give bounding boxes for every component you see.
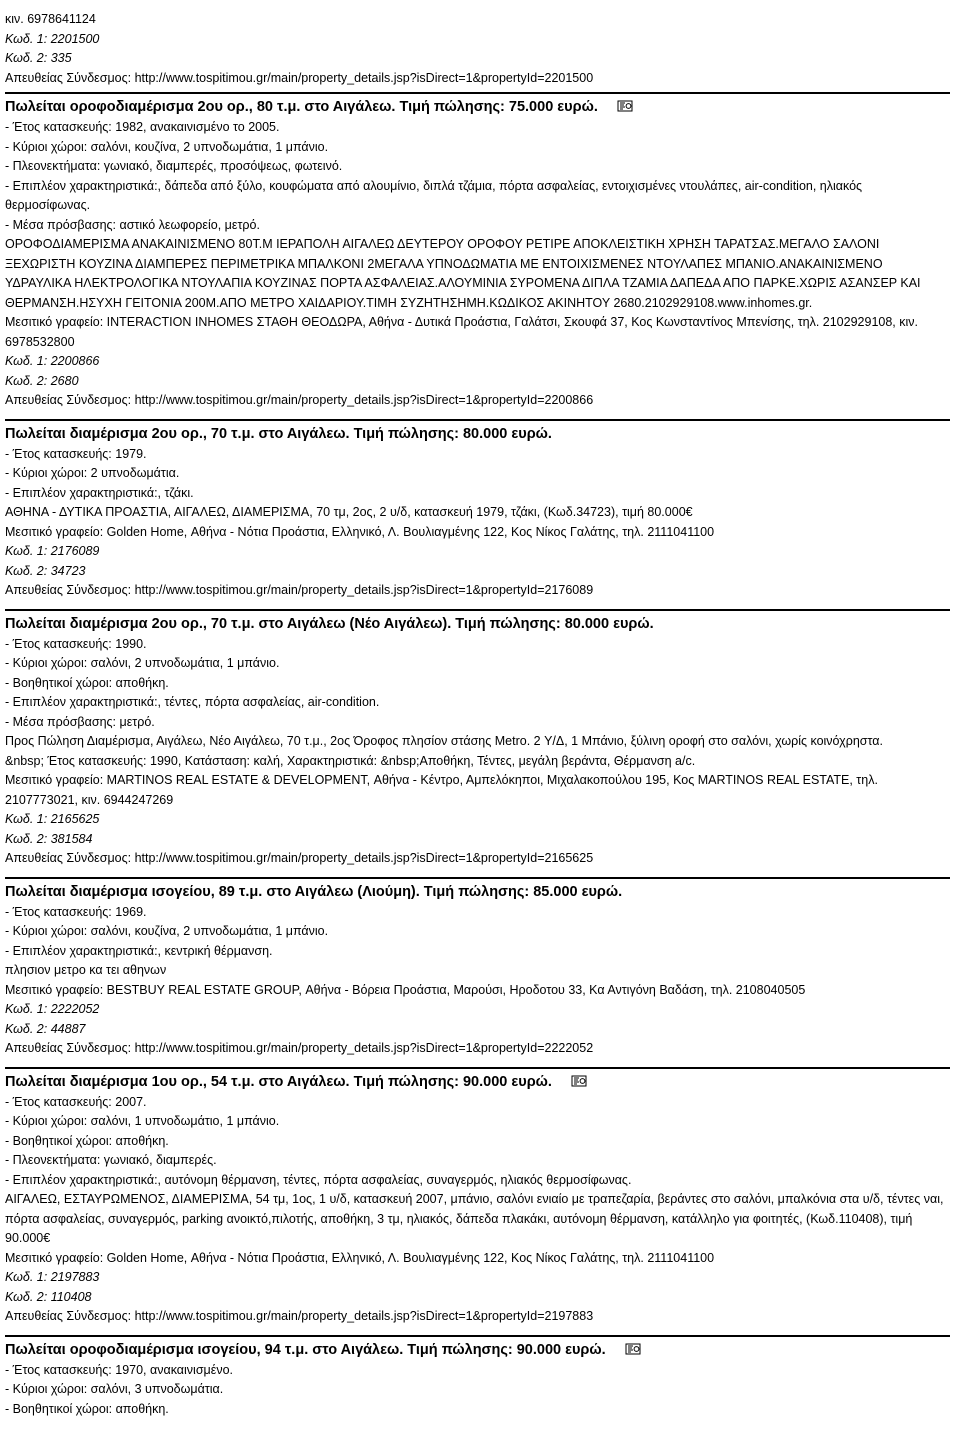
listing-title: Πωλείται διαμέρισμα 1ου ορ., 54 τ.μ. στο Αιγάλεω. Τιμή πώλησης: 90.000 ευρώ.: [5, 1073, 552, 1090]
listing-separator: [5, 419, 950, 421]
photo-camera-icon[interactable]: [616, 99, 634, 111]
listing-detail-line: - Επιπλέον χαρακτηριστικά:, τζάκι.: [5, 485, 194, 500]
listing-detail-line: - Έτος κατασκευής: 2007.: [5, 1094, 147, 1109]
listing-direct-link[interactable]: Απευθείας Σύνδεσμος: http://www.tospitimou.gr/main/property_details.jsp?isDirect=1&propertyId=2200866: [5, 393, 594, 407]
listing-description: - Επιπλέον χαρακτηριστικά:, δάπεδα από ξύλο, κουφώματα από αλουμίνιο, διπλά τζάμια, πόρτα ασφαλείας, εντοιχισμένες ντουλάπες, air-condition, ηλιακός θερμοσίφωνας.: [5, 178, 863, 212]
listing-code-1: Κωδ. 1: 2176089: [5, 544, 100, 558]
listing-detail-line: Προς Πώληση Διαμέρισμα, Αιγάλεω, Νέο Αιγάλεω, 70 τ.μ., 2ος Όροφος πλησίον στάσης Metro. 2 Υ/Δ, 1 Μπάνιο, ξύλινη οροφή στο σαλόνι, χωρίς κοινόχρηστα.: [5, 734, 883, 748]
listings-container: [5, 92, 950, 1419]
listing-code-2: Κωδ. 2: 2680: [5, 373, 79, 388]
photo-camera-icon[interactable]: [624, 1342, 642, 1354]
top-direct-link[interactable]: Απευθείας Σύνδεσμος: http://www.tospitimou.gr/main/property_details.jsp?isDirect=1&propertyId=2201500: [5, 70, 594, 85]
listing-detail-line: - Κύριοι χώροι: σαλόνι, 2 υπνοδωμάτια, 1 μπάνιο.: [5, 656, 280, 670]
top-code-2: Κωδ. 2: 335: [5, 51, 72, 65]
listing-description: Μεσιτικό γραφείο: INTERACTION INHOMES ΣΤΑΘΗ ΘΕΟΔΩΡΑ, Αθήνα - Δυτικά Προάστια, Γαλάτσι, Σκουφά 37, Κος Κωνσταντίνος Μπενίσης, τηλ. 2102929108, κιν. 6978532800: [5, 315, 918, 349]
listing-code-1: Κωδ. 1: 2222052: [5, 1002, 100, 1016]
listing-detail-line: - Κύριοι χώροι: σαλόνι, 3 υπνοδωμάτια.: [5, 1382, 224, 1396]
listing-detail-line: - Βοηθητικοί χώροι: αποθήκη.: [5, 1401, 169, 1416]
listing-title: Πωλείται οροφοδιαμέρισμα ισογείου, 94 τ.μ. στο Αιγάλεω. Τιμή πώλησης: 90.000 ευρώ.: [5, 1341, 606, 1358]
listing-separator: [5, 877, 950, 879]
listing-spacer: [5, 411, 950, 415]
listing-direct-link[interactable]: Απευθείας Σύνδεσμος: http://www.tospitimou.gr/main/property_details.jsp?isDirect=1&propertyId=2197883: [5, 1309, 594, 1323]
listing-title: Πωλείται διαμέρισμα 2ου ορ., 70 τ.μ. στο Αιγάλεω. Τιμή πώλησης: 80.000 ευρώ.: [5, 425, 552, 442]
listing-description: Μεσιτικό γραφείο: Golden Home, Αθήνα - Νότια Προάστια, Ελληνικό, Λ. Βουλιαγμένης 122, Κος Νίκος Γαλάτης, τηλ. 2111041100: [5, 1250, 715, 1265]
listing: [5, 1067, 950, 1331]
listing-code-2: Κωδ. 2: 110408: [5, 1289, 92, 1304]
listing-detail-line: - Επιπλέον χαρακτηριστικά:, τέντες, πόρτα ασφαλείας, air-condition.: [5, 695, 380, 709]
listing-code-2: Κωδ. 2: 381584: [5, 831, 93, 846]
photo-camera-icon[interactable]: [570, 1074, 588, 1086]
listing-title: Πωλείται διαμέρισμα 2ου ορ., 70 τ.μ. στο Αιγάλεω (Νέο Αιγάλεω). Τιμή πώλησης: 80.000 ευρώ.: [5, 615, 654, 632]
listing-description: ΑΙΓΑΛΕΩ, ΕΣΤΑΥΡΩΜΕΝΟΣ, ΔΙΑΜΕΡΙΣΜΑ, 54 τμ, 1ος, 1 υ/δ, κατασκευή 2007, μπάνιο, σαλόνι ενιαίο με τραπεζαρία, βεράντες στο σαλόνι, μπαλκόνια στα υ/δ, τέντες ναι, πόρτα ασφαλείας, συναγερμός, parking ανοικτό,πιλοτής, αποθήκη, 3 τμ, ηλιακός, δάπεδα πλακάκι, αυτόνομη θέρμανση, κατάλληλο για φοιτητές, (Κωδ.110408), τιμή 90.000€: [5, 1192, 944, 1245]
top-code-1: Κωδ. 1: 2201500: [5, 31, 100, 46]
listing-detail-line: - Βοηθητικοί χώροι: αποθήκη.: [5, 675, 169, 690]
listing-detail-line: Μεσιτικό γραφείο: Golden Home, Αθήνα - Νότια Προάστια, Ελληνικό, Λ. Βουλιαγμένης 122, Κος Νίκος Γαλάτης, τηλ. 2111041100: [5, 524, 715, 539]
listing-direct-link[interactable]: Απευθείας Σύνδεσμος: http://www.tospitimou.gr/main/property_details.jsp?isDirect=1&propertyId=2222052: [5, 1041, 594, 1055]
listing-detail-line: Μεσιτικό γραφείο: BESTBUY REAL ESTATE GROUP, Αθήνα - Βόρεια Προάστια, Μαρούσι, Ηροδοτου 33, Κα Αντιγόνη Βαδάση, τηλ. 2108040505: [5, 982, 806, 997]
listing-detail-line: - Κύριοι χώροι: σαλόνι, κουζίνα, 2 υπνοδωμάτια, 1 μπάνιο.: [5, 924, 329, 938]
listing-spacer: [5, 601, 950, 605]
listing-spacer: [5, 1059, 950, 1063]
listing-detail-line: &nbsp; Έτος κατασκευής: 1990, Κατάσταση: καλή, Χαρακτηριστικά: &nbsp;Αποθήκη, Τέντες, μεγάλη βεράντα, Θέρμανση a/c.: [5, 753, 696, 768]
listing-detail-line: - Πλεονεκτήματα: γωνιακό, διαμπερές, προσόψεως, φωτεινό.: [5, 159, 343, 173]
listing-detail-line: - Έτος κατασκευής: 1969.: [5, 904, 147, 919]
listing-detail-line: - Πλεονεκτήματα: γωνιακό, διαμπερές.: [5, 1153, 217, 1167]
listing-direct-link[interactable]: Απευθείας Σύνδεσμος: http://www.tospitimou.gr/main/property_details.jsp?isDirect=1&propertyId=2165625: [5, 851, 594, 865]
listing: [5, 1335, 950, 1420]
listing-detail-line: - Έτος κατασκευής: 1970, ανακαινισμένο.: [5, 1362, 234, 1377]
listing-separator: [5, 1335, 950, 1337]
listing-detail-line: πλησιον μετρο κα τει αθηνων: [5, 963, 167, 977]
listing-description: Μεσιτικό γραφείο: MARTINOS REAL ESTATE & DEVELOPMENT, Αθήνα - Κέντρο, Αμπελόκηποι, Μιχαλακοπούλου 195, Κος MARTINOS REAL ESTATE, τηλ. 2107773021, κιν. 6944247269: [5, 773, 878, 807]
listing-detail-line: ΑΘΗΝΑ - ΔΥΤΙΚΑ ΠΡΟΑΣΤΙΑ, ΑΙΓΑΛΕΩ, ΔΙΑΜΕΡΙΣΜΑ, 70 τμ, 2ος, 2 υ/δ, κατασκευή 1979, τζάκι, (Κωδ.34723), τιμή 80.000€: [5, 505, 693, 519]
listing-code-2: Κωδ. 2: 34723: [5, 563, 86, 578]
listing-title-row: [5, 1341, 950, 1360]
listing-title-row: [5, 1073, 950, 1092]
listing-title-row: [5, 98, 950, 117]
listing: [5, 609, 950, 873]
top-phone: κιν. 6978641124: [5, 12, 96, 26]
listing: [5, 92, 950, 415]
listing-separator: [5, 1067, 950, 1069]
listing-title: Πωλείται οροφοδιαμέρισμα 2ου ορ., 80 τ.μ. στο Αιγάλεω. Τιμή πώλησης: 75.000 ευρώ.: [5, 99, 598, 115]
listing-detail-line: - Μέσα πρόσβασης: μετρό.: [5, 714, 155, 729]
listing-separator: [5, 609, 950, 611]
listing-title: Πωλείται διαμέρισμα ισογείου, 89 τ.μ. στο Αιγάλεω (Λιούμη). Τιμή πώλησης: 85.000 ευρώ.: [5, 883, 623, 900]
listing-title-row: [5, 615, 950, 634]
listing-description: - Μέσα πρόσβασης: αστικό λεωφορείο, μετρό.: [5, 217, 260, 232]
listing-title-row: [5, 425, 950, 444]
listing-detail-line: - Επιπλέον χαρακτηριστικά:, κεντρική θέρμανση.: [5, 943, 273, 958]
listing-code-1: Κωδ. 1: 2200866: [5, 354, 100, 368]
listing-code-2: Κωδ. 2: 44887: [5, 1021, 86, 1036]
listing-code-1: Κωδ. 1: 2197883: [5, 1270, 100, 1284]
listing-title-row: [5, 883, 950, 902]
listing-spacer: [5, 869, 950, 873]
listing-description: ΟΡΟΦΟΔΙΑΜΕΡΙΣΜΑ ΑΝΑΚΑΙΝΙΣΜΕΝΟ 80Τ.Μ ΙΕΡΑΠΟΛΗ ΑΙΓΑΛΕΩ ΔΕΥΤΕΡΟΥ ΟΡΟΦΟΥ ΡΕΤΙΡΕ ΑΠΟΚΛΕΙΣΤΙΚΗ ΧΡΗΣΗ ΤΑΡΑΤΣΑΣ.ΜΕΓΑΛΟ ΣΑΛΟΝΙ ΞΕΧΩΡΙΣΤΗ ΚΟΥΖΙΝΑ ΔΙΑΜΠΕΡΕΣ ΠΕΡΙΜΕΤΡΙΚΑ ΜΠΑΛΚΟΝΙ 2ΜΕΓΑΛΑ ΥΠΝΟΔΩΜΑΤΙΑ ΜΕ ΕΝΤΟΙΧΙΣΜΕΝΕΣ ΝΤΟΥΛΑΠΕΣ ΜΠΑΝΙΟ.ΑΝΑΚΑΙΝΙΣΜΕΝΟ ΥΔΡΑΥΛΙΚΑ ΗΛΕΚΤΡΟΛΟΓΙΚΑ ΝΤΟΥΛΑΠΙΑ ΚΟΥΖΙΝΑΣ ΠΟΡΤΑ ΑΣΦΑΛΕΙΑΣ.ΑΛΟΥΜΙΝΙΑ ΣΥΡΟΜΕΝΑ ΔΙΠΛΑ ΤΖΑΜΙΑ ΔΑΠΕΔΑ ΑΠΟ ΠΑΡΚΕ.ΧΩΡΙΣ ΑΣΑΝΣΕΡ ΚΑΙ ΘΕΡΜΑΝΣΗ.ΗΣΥΧΗ ΓΕΙΤΟΝΙΑ 200Μ.ΑΠΟ ΜΕΤΡΟ ΧΑΙΔΑΡΙΟΥ.ΤΙΜΗ ΣΥΖΗΤΗΣΗΜΗ.ΚΩΔΙΚΟΣ ΑΚΙΝΗΤΟΥ 2680.2102929108.www.inhomes.gr.: [5, 237, 921, 310]
listing-detail-line: - Βοηθητικοί χώροι: αποθήκη.: [5, 1133, 169, 1148]
listing-detail-line: - Κύριοι χώροι: σαλόνι, 1 υπνοδωμάτιο, 1 μπάνιο.: [5, 1114, 280, 1128]
listing-direct-link[interactable]: Απευθείας Σύνδεσμος: http://www.tospitimou.gr/main/property_details.jsp?isDirect=1&propertyId=2176089: [5, 583, 594, 597]
listing-separator: [5, 92, 950, 94]
listing-code-1: Κωδ. 1: 2165625: [5, 812, 100, 826]
listing-detail-line: - Έτος κατασκευής: 1990.: [5, 636, 147, 651]
listing-detail-line: - Κύριοι χώροι: 2 υπνοδωμάτια.: [5, 466, 180, 480]
listing-detail-line: - Κύριοι χώροι: σαλόνι, κουζίνα, 2 υπνοδωμάτια, 1 μπάνιο.: [5, 139, 329, 154]
listing-detail-line: - Επιπλέον χαρακτηριστικά:, αυτόνομη θέρμανση, τέντες, πόρτα ασφαλείας, συναγερμός, ηλιακός θερμοσίφωνας.: [5, 1172, 632, 1187]
listing-spacer: [5, 1327, 950, 1331]
listing: [5, 877, 950, 1063]
listing-detail-line: - Έτος κατασκευής: 1979.: [5, 446, 147, 461]
listing: [5, 419, 950, 605]
listing-detail-line: - Έτος κατασκευής: 1982, ανακαινισμένο το 2005.: [5, 120, 280, 134]
